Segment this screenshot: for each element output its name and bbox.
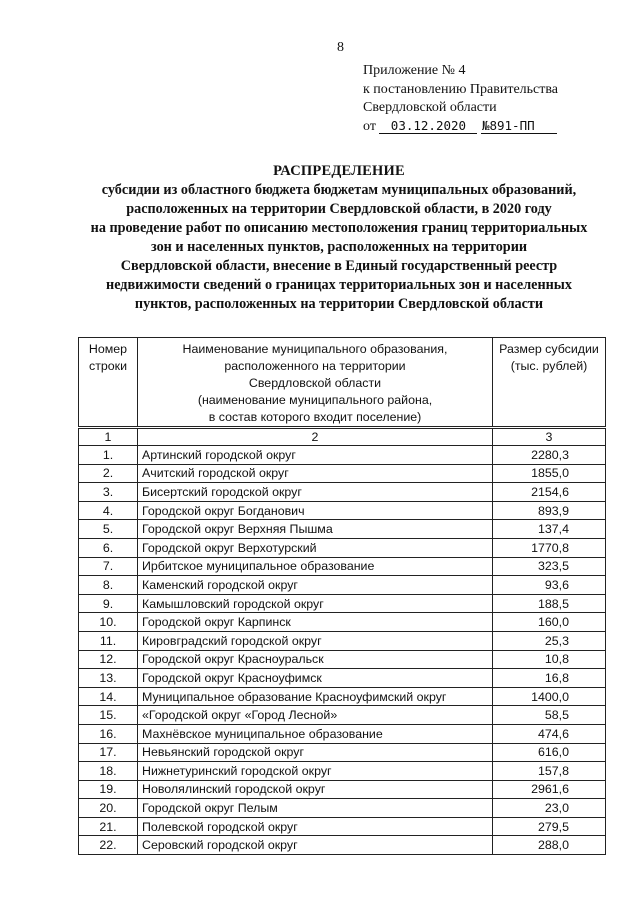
annex-title: Приложение № 4 [363,63,466,78]
document-heading [70,162,608,314]
column-number: 3 [493,428,606,446]
header-row-number [79,338,138,428]
row-number: 16. [79,724,138,743]
municipality-name: Каменский городской округ [138,576,493,595]
header-text: расположенного на территории [224,359,406,373]
heading-line: на проведение работ по описанию местоположения границ территориальных [90,220,588,236]
subsidy-amount: 137,4 [493,520,606,539]
heading-line: Свердловской области, внесение в Единый государственный реестр [120,258,558,274]
municipality-name: Городской округ Богданович [138,501,493,520]
heading-line: субсидии из областного бюджета бюджетам муниципальных образований, [101,182,577,198]
subsidy-amount: 10,8 [493,650,606,669]
table-row [79,464,606,483]
municipality-name: Новолялинский городской округ [138,780,493,799]
subsidy-amount: 1400,0 [493,687,606,706]
table-row [79,650,606,669]
column-number-row [79,428,606,446]
heading-line: зон и населенных пунктов, расположенных на территории [150,239,528,255]
row-number: 6. [79,538,138,557]
table-row [79,669,606,688]
row-number: 21. [79,817,138,836]
header-text: (наименование муниципального района, [197,393,433,407]
heading-line: пунктов, расположенных на территории Свердловской области [134,296,544,312]
row-number: 13. [79,669,138,688]
subsidy-amount: 188,5 [493,594,606,613]
column-number: 1 [79,428,138,446]
table-row [79,817,606,836]
table-row [79,594,606,613]
municipality-name: «Городской округ «Город Лесной» [138,706,493,725]
header-text: Размер субсидии [499,342,599,356]
heading-line: расположенных на территории Свердловской области, в 2020 году [126,201,552,217]
subsidy-amount: 23,0 [493,799,606,818]
row-number: 2. [79,464,138,483]
row-number: 14. [79,687,138,706]
table-row [79,743,606,762]
subsidy-amount: 58,5 [493,706,606,725]
subsidy-amount: 1855,0 [493,464,606,483]
header-text: Наименование муниципального образования, [182,342,448,356]
municipality-name: Муниципальное образование Красноуфимский округ [138,687,493,706]
table-header-row [79,338,606,428]
header-text: в состав которого входит поселение) [208,410,422,424]
subsidy-amount: 1770,8 [493,538,606,557]
table-row [79,724,606,743]
municipality-name: Полевской городской округ [138,817,493,836]
header-text: (тыс. рублей) [510,359,588,373]
header-text: Свердловской области [248,376,382,390]
subsidy-amount: 160,0 [493,613,606,632]
page-number: 8 [337,40,344,55]
table-row [79,762,606,781]
table-row [79,613,606,632]
municipality-name: Городской округ Красноуфимск [138,669,493,688]
header-municipality-name [138,338,493,428]
heading-line: недвижимости сведений о границах территориальных зон и населенных [106,277,572,293]
municipality-name: Невьянский городской округ [138,743,493,762]
table-row [79,631,606,650]
header-text: Номер [88,342,128,356]
annex-number: №891-ПП [481,119,557,134]
annex-region: Свердловской области [363,100,497,115]
table-row [79,780,606,799]
subsidy-amount: 893,9 [493,501,606,520]
table-row [79,501,606,520]
subsidy-amount: 2961,6 [493,780,606,799]
subsidy-amount: 279,5 [493,817,606,836]
row-number: 19. [79,780,138,799]
header-subsidy-amount [493,338,606,428]
municipality-name: Бисертский городской округ [138,483,493,502]
table-row [79,483,606,502]
table-row [79,836,606,855]
municipality-name: Городской округ Верхотурский [138,538,493,557]
municipality-name: Ачитский городской округ [138,464,493,483]
annex-block [363,62,558,136]
row-number: 4. [79,501,138,520]
subsidy-amount: 474,6 [493,724,606,743]
row-number: 1. [79,446,138,465]
row-number: 3. [79,483,138,502]
row-number: 11. [79,631,138,650]
row-number: 7. [79,557,138,576]
row-number: 22. [79,836,138,855]
row-number: 8. [79,576,138,595]
row-number: 15. [79,706,138,725]
subsidy-amount: 288,0 [493,836,606,855]
annex-resolution: к постановлению Правительства [363,81,559,97]
municipality-name: Махнёвское муниципальное образование [138,724,493,743]
table-row [79,446,606,465]
row-number: 9. [79,594,138,613]
subsidy-amount: 2154,6 [493,483,606,502]
row-number: 18. [79,762,138,781]
row-number: 5. [79,520,138,539]
table-row [79,576,606,595]
subsidy-amount: 93,6 [493,576,606,595]
municipality-name: Ирбитское муниципальное образование [138,557,493,576]
table-row [79,706,606,725]
row-number: 20. [79,799,138,818]
municipality-name: Городской округ Верхняя Пышма [138,520,493,539]
header-text: строки [89,359,127,373]
municipality-name: Городской округ Карпинск [138,613,493,632]
municipality-name: Городской округ Пелым [138,799,493,818]
annex-date-prefix: от [363,118,376,134]
heading-title: РАСПРЕДЕЛЕНИЕ [273,163,405,179]
subsidy-amount: 25,3 [493,631,606,650]
annex-date: 03.12.2020 [379,119,477,134]
municipality-name: Артинский городской округ [138,446,493,465]
table-row [79,520,606,539]
municipality-name: Нижнетуринский городской округ [138,762,493,781]
municipality-name: Кировградский городской округ [138,631,493,650]
subsidy-amount: 16,8 [493,669,606,688]
row-number: 10. [79,613,138,632]
municipality-name: Серовский городской округ [138,836,493,855]
column-number: 2 [138,428,493,446]
subsidy-amount: 323,5 [493,557,606,576]
distribution-table [78,337,606,855]
table-row [79,538,606,557]
subsidy-amount: 157,8 [493,762,606,781]
row-number: 17. [79,743,138,762]
subsidy-amount: 2280,3 [493,446,606,465]
table-row [79,557,606,576]
subsidy-amount: 616,0 [493,743,606,762]
municipality-name: Камышловский городской округ [138,594,493,613]
table-row [79,799,606,818]
row-number: 12. [79,650,138,669]
municipality-name: Городской округ Красноуральск [138,650,493,669]
annex-date-line [363,118,558,137]
table-row [79,687,606,706]
